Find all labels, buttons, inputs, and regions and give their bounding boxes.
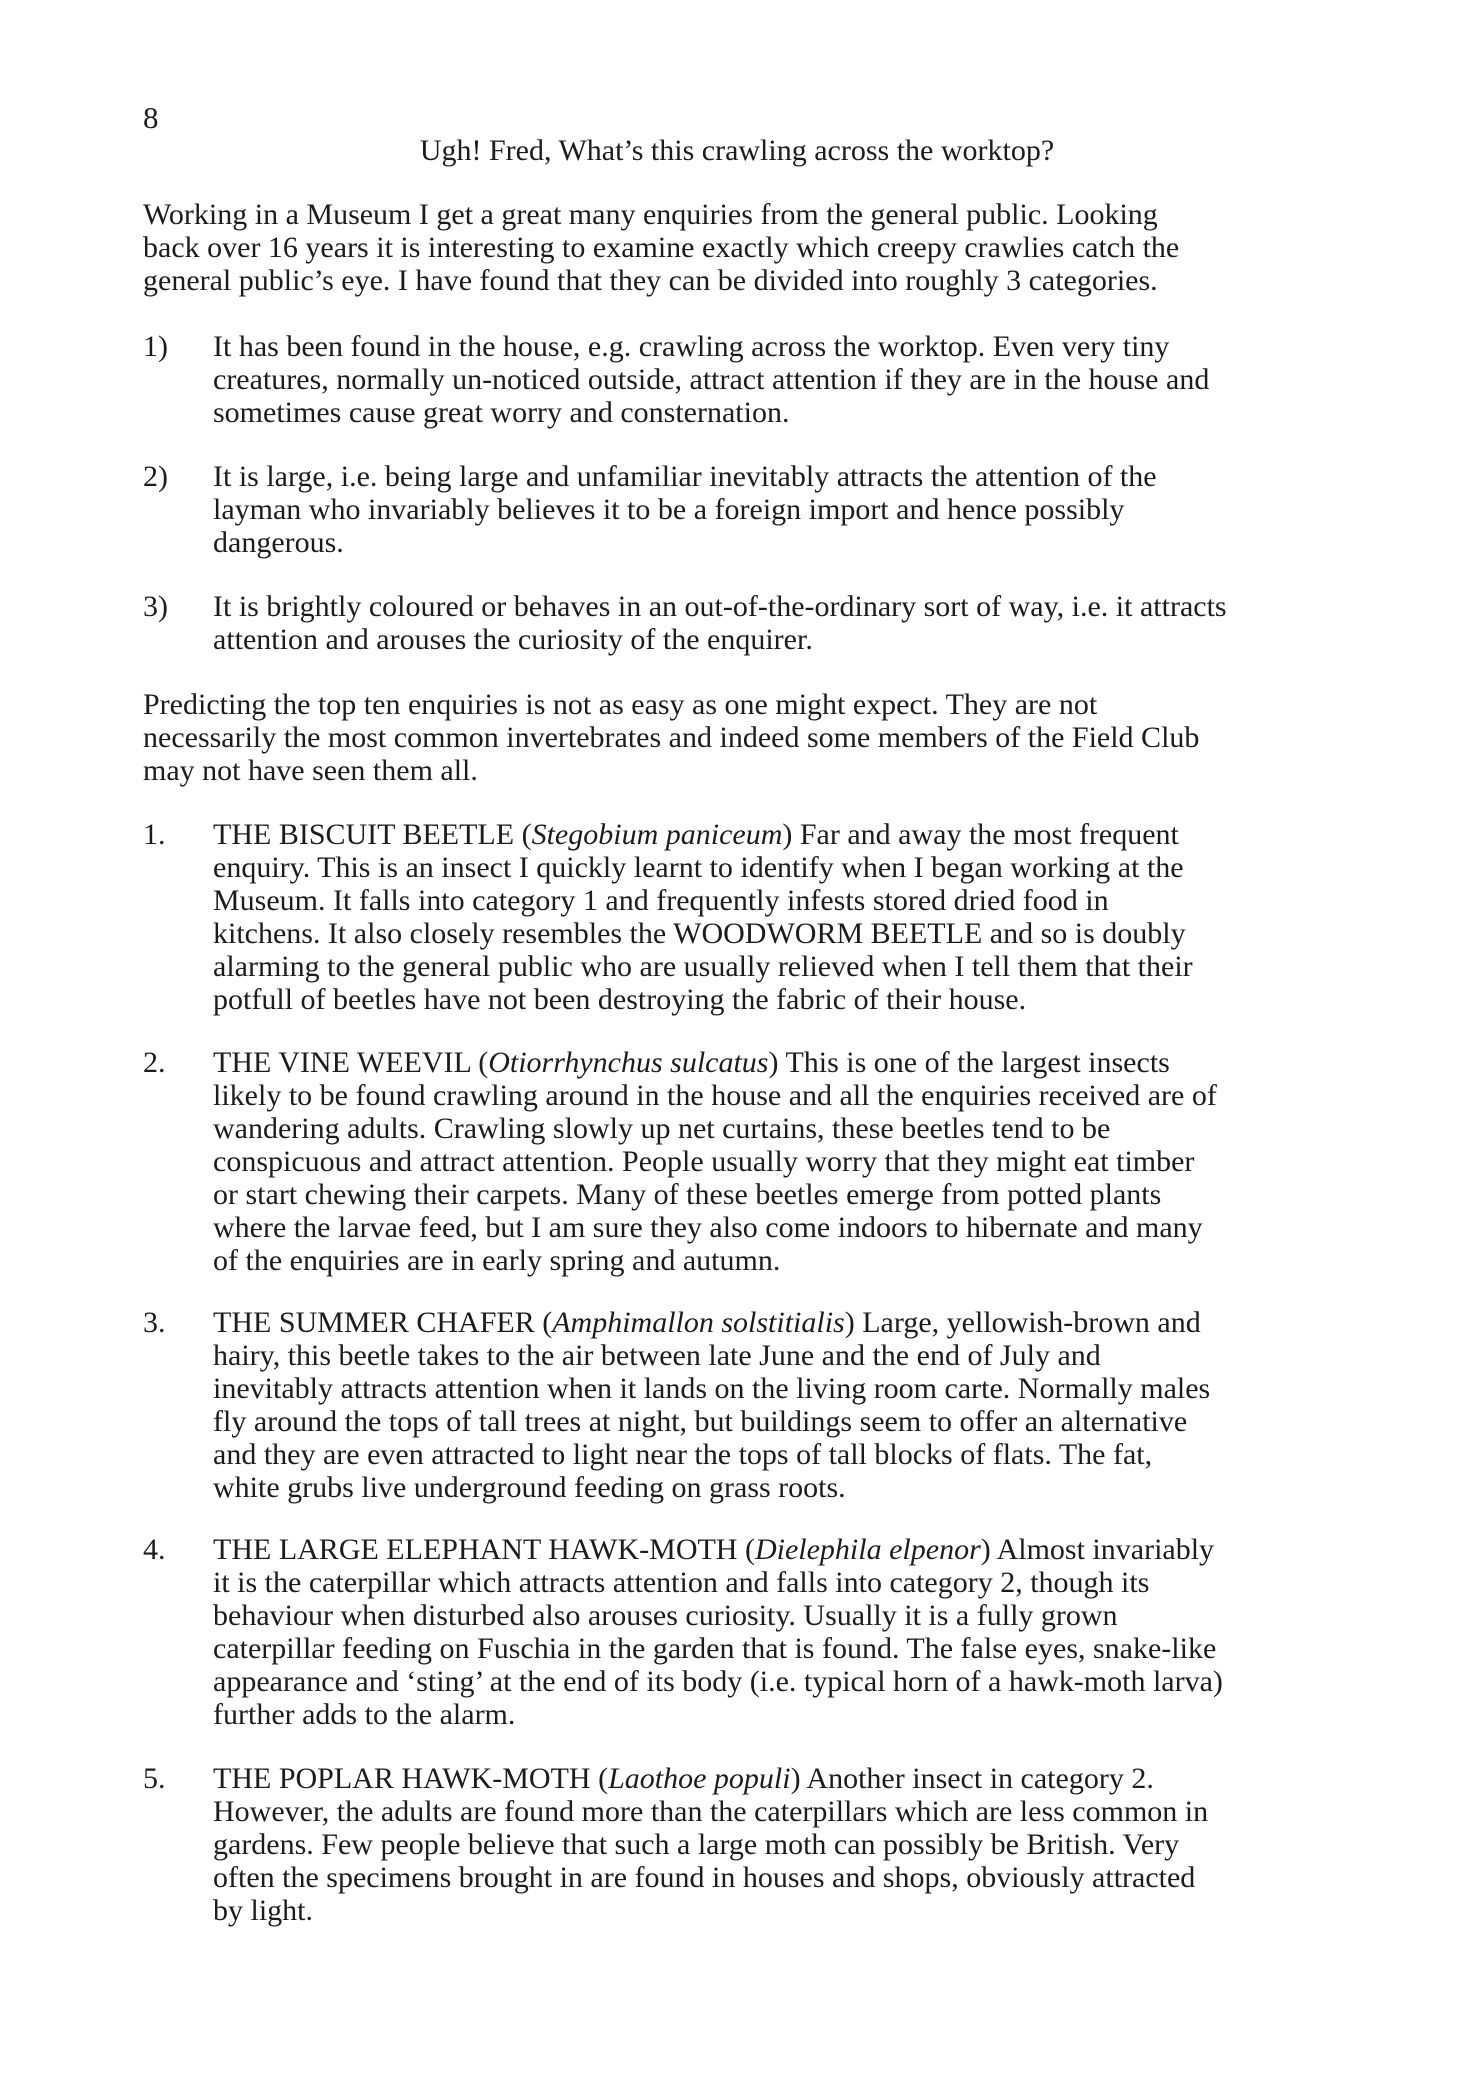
text-line: enquiry. This is an insect I quickly learnt to identify when I began working at the (213, 851, 1184, 884)
text-fragment: ) Far and away the most frequent (782, 818, 1179, 851)
text-line: and they are even attracted to light near the tops of tall blocks of flats. The fat, (213, 1438, 1153, 1471)
entry-text (213, 1306, 1333, 1504)
entry-number: 2. (143, 1046, 166, 1079)
text-line: necessarily the most common invertebrates and indeed some members of the Field Club (143, 721, 1200, 754)
text-line: may not have seen them all. (143, 754, 478, 787)
category-text (213, 460, 1333, 559)
latin-name: Laothoe populi (608, 1762, 791, 1795)
text-line: or start chewing their carpets. Many of these beetles emerge from potted plants (213, 1178, 1162, 1211)
text-line: conspicuous and attract attention. People usually worry that they might eat timber (213, 1145, 1195, 1178)
text-line: It is large, i.e. being large and unfamiliar inevitably attracts the attention of the (213, 460, 1157, 493)
text-line: creatures, normally un-noticed outside, attract attention if they are in the house and (213, 363, 1210, 396)
text-line (213, 1046, 1333, 1079)
text-line: general public’s eye. I have found that they can be divided into roughly 3 categories. (143, 264, 1158, 297)
article-title-text: Ugh! Fred, What’s this crawling across the worktop? (419, 134, 1055, 167)
text-line: However, the adults are found more than the caterpillars which are less common in (213, 1795, 1209, 1828)
text-line: further adds to the alarm. (213, 1698, 516, 1731)
predicting-paragraph (143, 688, 1333, 787)
category-number: 1) (143, 330, 168, 363)
category-text (213, 330, 1333, 429)
text-line: caterpillar feeding on Fuschia in the garden that is found. The false eyes, snake-like (213, 1632, 1217, 1665)
text-line: Museum. It falls into category 1 and frequently infests stored dried food in (213, 884, 1109, 917)
text-line: hairy, this beetle takes to the air between late June and the end of July and (213, 1339, 1101, 1372)
text-line (213, 818, 1333, 851)
species-name: THE SUMMER CHAFER ( (213, 1306, 553, 1339)
text-line: sometimes cause great worry and consternation. (213, 396, 790, 429)
entry-text (213, 1762, 1333, 1927)
article-title (0, 133, 1480, 169)
text-line: It is brightly coloured or behaves in an out-of-the-ordinary sort of way, i.e. it attracts (213, 590, 1227, 623)
text-line: Predicting the top ten enquiries is not as easy as one might expect. They are not (143, 688, 1098, 721)
category-text (213, 590, 1333, 656)
text-line (213, 1306, 1333, 1339)
entry-text (213, 818, 1333, 1016)
text-line: it is the caterpillar which attracts attention and falls into category 2, though its (213, 1566, 1150, 1599)
category-number: 2) (143, 460, 168, 493)
text-line: fly around the tops of tall trees at night, but buildings seem to offer an alternative (213, 1405, 1188, 1438)
text-line (213, 1533, 1333, 1566)
entry-number: 1. (143, 818, 166, 851)
text-line: by light. (213, 1894, 314, 1927)
text-line: It has been found in the house, e.g. crawling across the worktop. Even very tiny (213, 330, 1170, 363)
page-number: 8 (143, 100, 159, 135)
text-line: likely to be found crawling around in the house and all the enquiries received are of (213, 1079, 1217, 1112)
text-line (213, 1762, 1333, 1795)
entry-number: 3. (143, 1306, 166, 1339)
text-fragment: ) Large, yellowish-brown and (844, 1306, 1201, 1339)
text-fragment: ) Almost invariably (980, 1533, 1215, 1566)
species-name: THE LARGE ELEPHANT HAWK-MOTH ( (213, 1533, 755, 1566)
text-line: where the larvae feed, but I am sure they also come indoors to hibernate and many (213, 1211, 1203, 1244)
text-line: kitchens. It also closely resembles the WOODWORM BEETLE and so is doubly (213, 917, 1186, 950)
text-line: Working in a Museum I get a great many enquiries from the general public. Looking (143, 198, 1158, 231)
entry-text (213, 1046, 1333, 1277)
text-line: potfull of beetles have not been destroying the fabric of their house. (213, 983, 1027, 1016)
latin-name: Otiorrhynchus sulcatus (488, 1046, 769, 1079)
category-number: 3) (143, 590, 168, 623)
text-line: appearance and ‘sting’ at the end of its body (i.e. typical horn of a hawk-moth larva) (213, 1665, 1223, 1698)
text-line: dangerous. (213, 526, 344, 559)
text-line: gardens. Few people believe that such a large moth can possibly be British. Very (213, 1828, 1180, 1861)
text-line: attention and arouses the curiosity of the enquirer. (213, 623, 813, 656)
species-name: THE VINE WEEVIL ( (213, 1046, 489, 1079)
text-line: of the enquiries are in early spring and autumn. (213, 1244, 781, 1277)
text-fragment: ) This is one of the largest insects (768, 1046, 1170, 1079)
text-line: often the specimens brought in are found in houses and shops, obviously attracted (213, 1861, 1196, 1894)
text-line: behaviour when disturbed also arouses curiosity. Usually it is a fully grown (213, 1599, 1118, 1632)
entry-text (213, 1533, 1333, 1731)
latin-name: Amphimallon solstitialis (552, 1306, 845, 1339)
entry-number: 4. (143, 1533, 166, 1566)
text-line: wandering adults. Crawling slowly up net curtains, these beetles tend to be (213, 1112, 1111, 1145)
entry-number: 5. (143, 1762, 166, 1795)
text-line: white grubs live underground feeding on grass roots. (213, 1471, 846, 1504)
intro-paragraph (143, 198, 1333, 297)
latin-name: Dielephila elpenor (754, 1533, 981, 1566)
species-name: THE BISCUIT BEETLE ( (213, 818, 532, 851)
text-line: alarming to the general public who are usually relieved when I tell them that their (213, 950, 1193, 983)
text-line: back over 16 years it is interesting to examine exactly which creepy crawlies catch the (143, 231, 1180, 264)
species-name: THE POPLAR HAWK-MOTH ( (213, 1762, 609, 1795)
latin-name: Stegobium paniceum (531, 818, 783, 851)
text-fragment: ) Another insect in category 2. (790, 1762, 1154, 1795)
text-line: inevitably attracts attention when it lands on the living room carte. Normally males (213, 1372, 1211, 1405)
text-line: layman who invariably believes it to be a foreign import and hence possibly (213, 493, 1125, 526)
